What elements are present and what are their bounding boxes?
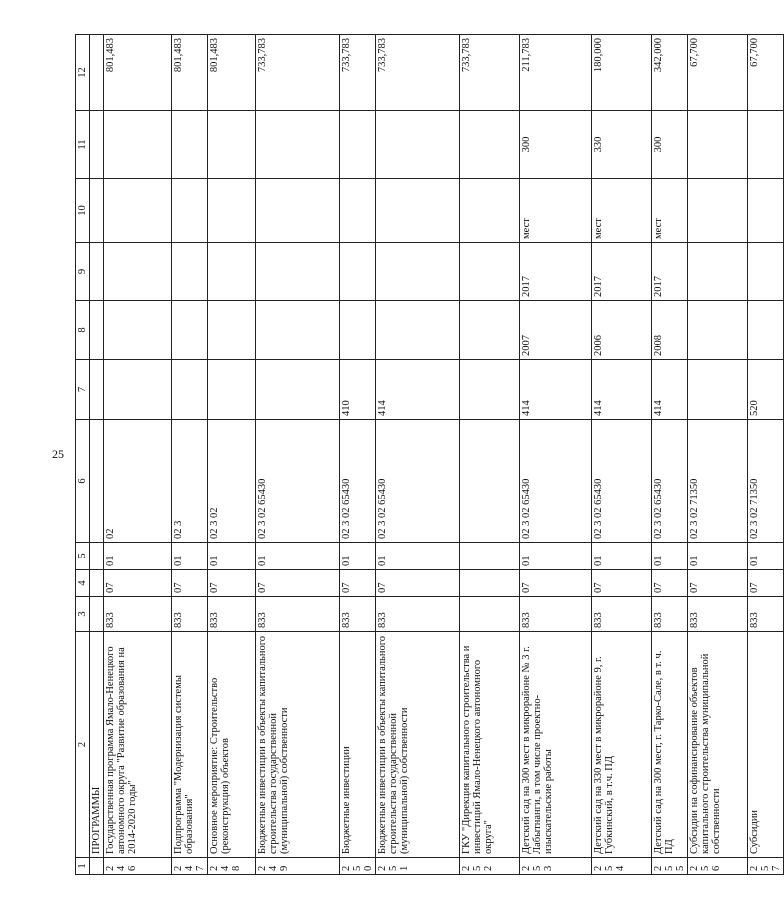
cell-c5: 01 xyxy=(688,543,748,570)
cell-name: Детский сад на 300 мест, г. Тарко-Сале, в т. ч. ПД xyxy=(652,632,688,858)
cell-c5: 01 xyxy=(256,543,340,570)
column-header: 5 xyxy=(76,543,90,570)
cell-c3: 833 xyxy=(592,597,652,632)
cell-c10 xyxy=(256,179,340,243)
cell-c4: 07 xyxy=(748,570,784,597)
table-row xyxy=(104,35,172,875)
cell-c7 xyxy=(104,360,172,420)
cell-c8 xyxy=(376,301,460,360)
column-header: 6 xyxy=(76,420,90,543)
cell-c6: 02 3 02 71350 xyxy=(688,420,748,543)
cell-c12: 801,483 xyxy=(208,35,256,111)
section-empty-cell xyxy=(90,420,104,543)
page-number: 25 xyxy=(52,447,64,461)
cell-c10 xyxy=(104,179,172,243)
table-row xyxy=(520,35,592,875)
cell-id: 247 xyxy=(172,858,208,875)
cell-c8 xyxy=(748,301,784,360)
table-body xyxy=(76,35,784,875)
cell-id: 249 xyxy=(256,858,340,875)
cell-c4: 07 xyxy=(256,570,340,597)
column-header: 10 xyxy=(76,179,90,243)
section-empty-cell xyxy=(90,858,104,875)
cell-c6 xyxy=(460,420,520,543)
cell-c9 xyxy=(208,243,256,301)
cell-c11 xyxy=(340,111,376,179)
cell-c12: 733,783 xyxy=(340,35,376,111)
cell-c7 xyxy=(688,360,748,420)
cell-name: Бюджетные инвестиции в объекты капитального строительства государственной (муниципальной) собственности xyxy=(376,632,460,858)
cell-name: Бюджетные инвестиции xyxy=(340,632,376,858)
cell-id: 246 xyxy=(104,858,172,875)
cell-c12: 342,000 xyxy=(652,35,688,111)
rotated-budget-table xyxy=(75,35,784,875)
cell-id: 256 xyxy=(688,858,748,875)
cell-c11: 330 xyxy=(592,111,652,179)
table-row xyxy=(376,35,460,875)
cell-c3: 833 xyxy=(652,597,688,632)
cell-c8 xyxy=(172,301,208,360)
cell-c3: 833 xyxy=(688,597,748,632)
cell-c3: 833 xyxy=(520,597,592,632)
cell-c11 xyxy=(748,111,784,179)
cell-c9 xyxy=(376,243,460,301)
cell-c4: 07 xyxy=(688,570,748,597)
cell-c12: 733,783 xyxy=(256,35,340,111)
cell-c6: 02 3 xyxy=(172,420,208,543)
table-row xyxy=(688,35,748,875)
cell-c12: 801,483 xyxy=(104,35,172,111)
table-row xyxy=(208,35,256,875)
cell-c4: 07 xyxy=(652,570,688,597)
column-header: 4 xyxy=(76,570,90,597)
cell-c10 xyxy=(208,179,256,243)
section-empty-cell xyxy=(90,243,104,301)
cell-c5: 01 xyxy=(376,543,460,570)
cell-c3: 833 xyxy=(172,597,208,632)
table-row xyxy=(652,35,688,875)
cell-c4: 07 xyxy=(376,570,460,597)
cell-name: Подпрограмма "Модернизация системы образования" xyxy=(172,632,208,858)
cell-c11 xyxy=(208,111,256,179)
cell-c10 xyxy=(172,179,208,243)
cell-c6: 02 3 02 65430 xyxy=(256,420,340,543)
cell-c4: 07 xyxy=(520,570,592,597)
cell-c3: 833 xyxy=(256,597,340,632)
cell-c5: 01 xyxy=(208,543,256,570)
cell-c12: 801,483 xyxy=(172,35,208,111)
cell-c11 xyxy=(172,111,208,179)
cell-c10: мест xyxy=(652,179,688,243)
cell-c6: 02 3 02 65430 xyxy=(592,420,652,543)
column-header: 3 xyxy=(76,597,90,632)
cell-c5: 01 xyxy=(592,543,652,570)
column-header: 7 xyxy=(76,360,90,420)
cell-id: 251 xyxy=(376,858,460,875)
cell-c6: 02 3 02 xyxy=(208,420,256,543)
cell-c7: 414 xyxy=(520,360,592,420)
column-header: 2 xyxy=(76,632,90,858)
cell-id: 254 xyxy=(592,858,652,875)
cell-c5: 01 xyxy=(104,543,172,570)
cell-c10 xyxy=(460,179,520,243)
cell-c9 xyxy=(748,243,784,301)
cell-c12: 67,700 xyxy=(688,35,748,111)
cell-c12: 211,783 xyxy=(520,35,592,111)
budget-table xyxy=(75,34,784,875)
column-header: 1 xyxy=(76,858,90,875)
section-empty-cell xyxy=(90,35,104,111)
cell-c7 xyxy=(172,360,208,420)
cell-c11 xyxy=(460,111,520,179)
column-header: 12 xyxy=(76,35,90,111)
cell-c11 xyxy=(104,111,172,179)
table-row xyxy=(340,35,376,875)
column-header: 8 xyxy=(76,301,90,360)
cell-id: 255 xyxy=(652,858,688,875)
cell-c9 xyxy=(688,243,748,301)
cell-c12: 67,700 xyxy=(748,35,784,111)
cell-c10 xyxy=(748,179,784,243)
cell-c6: 02 3 02 65430 xyxy=(520,420,592,543)
cell-c10 xyxy=(376,179,460,243)
cell-c3: 833 xyxy=(208,597,256,632)
cell-c3: 833 xyxy=(748,597,784,632)
cell-c7 xyxy=(460,360,520,420)
section-empty-cell xyxy=(90,179,104,243)
cell-name: Государственная программа Ямало-Ненецкого автономного округа "Развитие образования на 2014-2020 годы" xyxy=(104,632,172,858)
section-empty-cell xyxy=(90,597,104,632)
cell-c8 xyxy=(208,301,256,360)
cell-c11: 300 xyxy=(652,111,688,179)
header-row xyxy=(76,35,90,875)
cell-c10 xyxy=(340,179,376,243)
cell-c5 xyxy=(460,543,520,570)
cell-c3: 833 xyxy=(376,597,460,632)
cell-name: Детский сад на 330 мест в микрорайоне 9, г. Губкинский, в т.ч. ПД xyxy=(592,632,652,858)
cell-c4: 07 xyxy=(208,570,256,597)
table-row xyxy=(460,35,520,875)
cell-c4: 07 xyxy=(340,570,376,597)
section-empty-cell xyxy=(90,111,104,179)
cell-c8 xyxy=(460,301,520,360)
cell-c7 xyxy=(256,360,340,420)
cell-c11: 300 xyxy=(520,111,592,179)
cell-c12: 180,000 xyxy=(592,35,652,111)
cell-name: Основное мероприятие: Строительство (реконструкция) объектов xyxy=(208,632,256,858)
cell-c5: 01 xyxy=(520,543,592,570)
cell-id: 248 xyxy=(208,858,256,875)
column-header: 9 xyxy=(76,243,90,301)
cell-c10 xyxy=(688,179,748,243)
section-empty-cell xyxy=(90,570,104,597)
cell-c9 xyxy=(172,243,208,301)
cell-c11 xyxy=(376,111,460,179)
cell-c9: 2017 xyxy=(652,243,688,301)
cell-c12: 733,783 xyxy=(376,35,460,111)
section-empty-cell xyxy=(90,543,104,570)
section-empty-cell xyxy=(90,360,104,420)
cell-c3: 833 xyxy=(340,597,376,632)
table-row xyxy=(748,35,784,875)
cell-c8 xyxy=(256,301,340,360)
cell-c4: 07 xyxy=(104,570,172,597)
cell-c9: 2017 xyxy=(520,243,592,301)
cell-c8: 2007 xyxy=(520,301,592,360)
table-row xyxy=(256,35,340,875)
section-row xyxy=(90,35,104,875)
cell-c9 xyxy=(460,243,520,301)
cell-c6: 02 3 02 65430 xyxy=(340,420,376,543)
cell-c5: 01 xyxy=(652,543,688,570)
cell-c7: 414 xyxy=(592,360,652,420)
cell-c6: 02 3 02 71350 xyxy=(748,420,784,543)
table-row xyxy=(592,35,652,875)
cell-c6: 02 xyxy=(104,420,172,543)
cell-id: 250 xyxy=(340,858,376,875)
cell-c8 xyxy=(104,301,172,360)
cell-c3 xyxy=(460,597,520,632)
column-header: 11 xyxy=(76,111,90,179)
cell-c9 xyxy=(340,243,376,301)
cell-c5: 01 xyxy=(748,543,784,570)
cell-name: ГКУ "Дирекция капитального строительства и инвестиций Ямало-Ненецкого автономного округа" xyxy=(460,632,520,858)
cell-c8 xyxy=(340,301,376,360)
cell-c9 xyxy=(104,243,172,301)
cell-c4: 07 xyxy=(172,570,208,597)
cell-name: Субсидии xyxy=(748,632,784,858)
cell-c5: 01 xyxy=(340,543,376,570)
cell-name: Детский сад на 300 мест в микрорайоне № 3 г. Лабытнанги, в том числе проектно-изыскательские работы xyxy=(520,632,592,858)
cell-c9 xyxy=(256,243,340,301)
cell-c10: мест xyxy=(592,179,652,243)
cell-c7: 414 xyxy=(376,360,460,420)
cell-name: Бюджетные инвестиции в объекты капитального строительства государственной (муниципальной) собственности xyxy=(256,632,340,858)
cell-c6: 02 3 02 65430 xyxy=(376,420,460,543)
cell-id: 257 xyxy=(748,858,784,875)
cell-c3: 833 xyxy=(104,597,172,632)
cell-c10: мест xyxy=(520,179,592,243)
cell-c11 xyxy=(256,111,340,179)
table-row xyxy=(172,35,208,875)
cell-c5: 01 xyxy=(172,543,208,570)
section-empty-cell xyxy=(90,301,104,360)
cell-id: 253 xyxy=(520,858,592,875)
cell-c7: 414 xyxy=(652,360,688,420)
cell-c8: 2008 xyxy=(652,301,688,360)
section-label: ПРОГРАММЫ xyxy=(90,632,104,858)
cell-id: 252 xyxy=(460,858,520,875)
cell-name: Субсидии на софинансирование объектов капитального строительства муниципальной собственности xyxy=(688,632,748,858)
cell-c4: 07 xyxy=(592,570,652,597)
cell-c7: 520 xyxy=(748,360,784,420)
cell-c7: 410 xyxy=(340,360,376,420)
cell-c9: 2017 xyxy=(592,243,652,301)
cell-c12: 733,783 xyxy=(460,35,520,111)
cell-c8: 2006 xyxy=(592,301,652,360)
cell-c6: 02 3 02 65430 xyxy=(652,420,688,543)
cell-c7 xyxy=(208,360,256,420)
cell-c11 xyxy=(688,111,748,179)
cell-c8 xyxy=(688,301,748,360)
cell-c4 xyxy=(460,570,520,597)
